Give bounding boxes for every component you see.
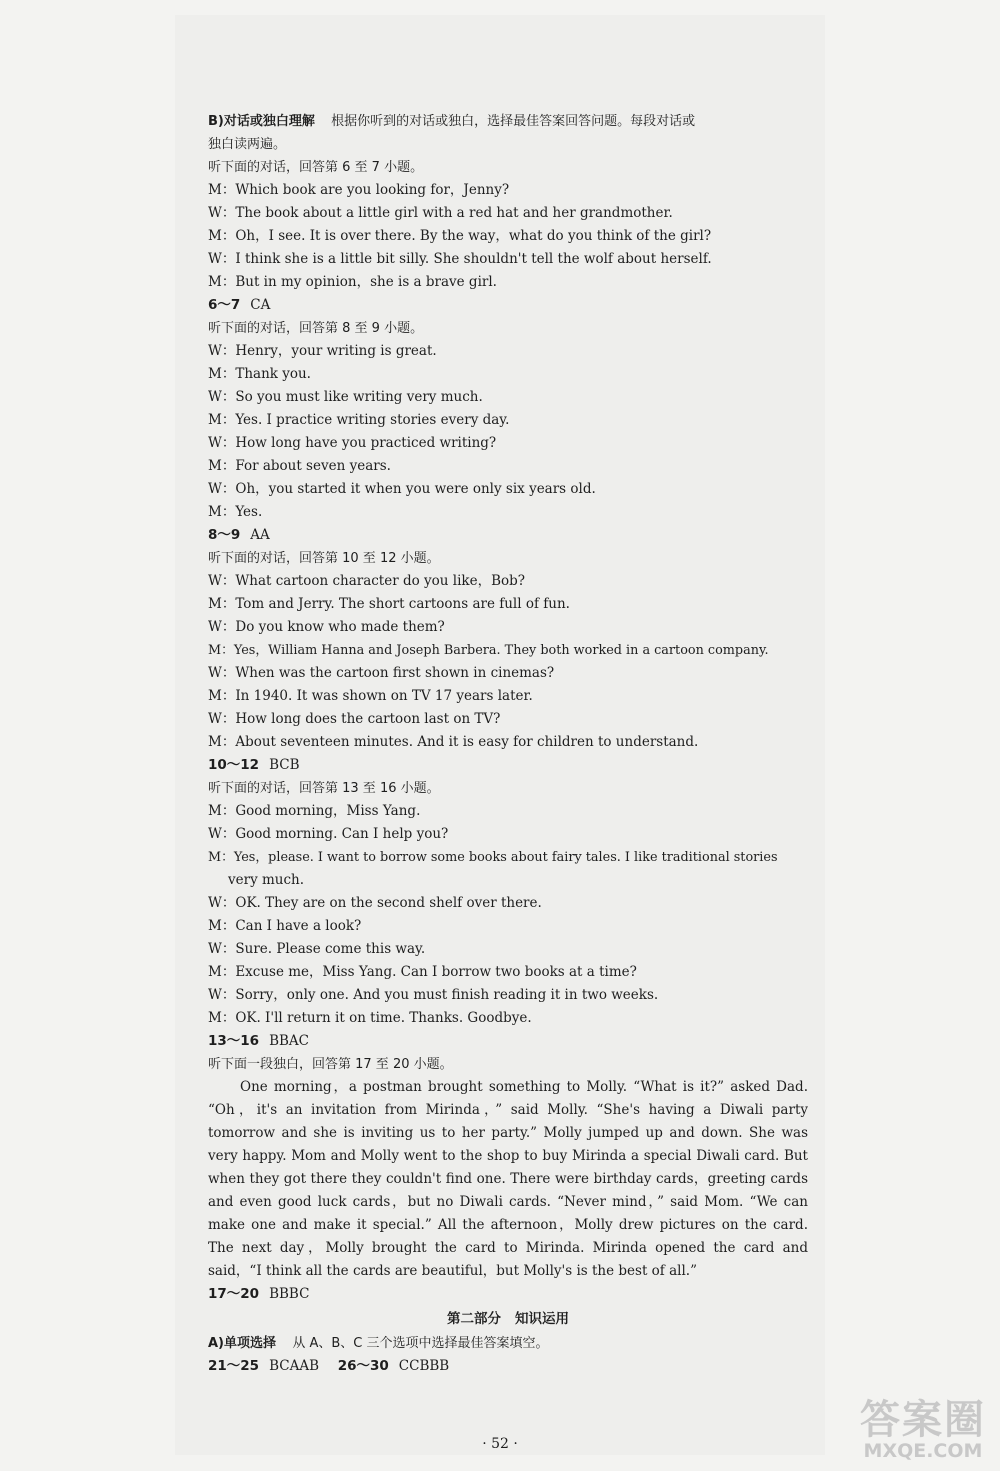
answer-value: BCAAB xyxy=(269,1358,319,1374)
dialogue-line: M：Oh，I see. It is over there. By the way，what do you think of the girl? xyxy=(208,228,712,244)
watermark-url: MXQE.COM xyxy=(863,1440,983,1462)
dialogue-line: M：Good morning，Miss Yang. xyxy=(208,803,421,819)
dialogue-line: W：OK. They are on the second shelf over there. xyxy=(208,895,542,911)
dialogue-3-answer xyxy=(208,754,808,777)
answer-value: BCB xyxy=(269,757,300,773)
dialogue-line: W：What cartoon character do you like，Bob? xyxy=(208,573,525,589)
dialogue-4-prompt: 听下面的对话，回答第 13 至 16 小题。 xyxy=(208,781,440,796)
dialogue-line: M：OK. I'll return it on time. Thanks. Goodbye. xyxy=(208,1010,532,1026)
dialogue-line: M：About seventeen minutes. And it is easy for children to understand. xyxy=(208,734,699,750)
dialogue-line: W：Do you know who made them? xyxy=(208,619,445,635)
answer-range: 13～16 xyxy=(208,1033,260,1049)
dialogue-line: M：In 1940. It was shown on TV 17 years later. xyxy=(208,688,533,704)
page-content xyxy=(208,110,808,1378)
section-a-instruction: 从 A、B、C 三个选项中选择最佳答案填空。 xyxy=(292,1336,549,1351)
dialogue-line: M：Can I have a look? xyxy=(208,918,362,934)
section-a-label: A)单项选择 xyxy=(208,1336,277,1351)
dialogue-line: W：How long have you practiced writing? xyxy=(208,435,497,451)
section-b-instruction-cont: 独白读两遍。 xyxy=(208,137,287,152)
dialogue-1-answer xyxy=(208,294,808,317)
section-b-instruction: 根据你听到的对话或独白，选择最佳答案回答问题。每段对话或 xyxy=(331,114,696,129)
dialogue-3-prompt: 听下面的对话，回答第 10 至 12 小题。 xyxy=(208,551,440,566)
dialogue-line: M：Yes，please. I want to borrow some books about fairy tales. I like traditional stories xyxy=(208,850,778,865)
dialogue-2-prompt: 听下面的对话，回答第 8 至 9 小题。 xyxy=(208,321,424,336)
answer-range: 21～25 xyxy=(208,1358,260,1374)
section-a-heading xyxy=(208,1332,808,1355)
dialogue-line: W：Sure. Please come this way. xyxy=(208,941,426,957)
dialogue-line: M：Thank you. xyxy=(208,366,311,382)
dialogue-line: W：When was the cartoon first shown in cinemas? xyxy=(208,665,555,681)
part-2-answers xyxy=(208,1355,808,1378)
dialogue-1-lines xyxy=(208,179,808,294)
watermark-logo-text: 答案圈 xyxy=(860,1397,986,1443)
dialogue-line: M：But in my opinion，she is a brave girl. xyxy=(208,274,497,290)
dialogue-line: M：Yes. I practice writing stories every day. xyxy=(208,412,510,428)
answer-value: CA xyxy=(250,297,271,313)
dialogue-line: M：Which book are you looking for，Jenny? xyxy=(208,182,510,198)
answer-range: 17～20 xyxy=(208,1286,260,1302)
dialogue-4-answer xyxy=(208,1030,808,1053)
dialogue-line: M：Tom and Jerry. The short cartoons are full of fun. xyxy=(208,596,570,612)
part-2-title-number: 第二部分 xyxy=(447,1311,501,1327)
dialogue-line: W：How long does the cartoon last on TV? xyxy=(208,711,501,727)
answer-range: 6～7 xyxy=(208,297,241,313)
dialogue-line: M：Excuse me，Miss Yang. Can I borrow two books at a time? xyxy=(208,964,637,980)
answer-value: CCBBB xyxy=(398,1358,450,1374)
dialogue-line: W：So you must like writing very much. xyxy=(208,389,483,405)
answer-value: BBBC xyxy=(269,1286,310,1302)
dialogue-3-lines xyxy=(208,570,808,754)
dialogue-line-continuation: very much. xyxy=(228,872,305,888)
part-2-title xyxy=(208,1306,808,1332)
dialogue-2-answer xyxy=(208,524,808,547)
dialogue-line: M：Yes. xyxy=(208,504,263,520)
answer-value: AA xyxy=(250,527,270,543)
dialogue-line: W：Oh，you started it when you were only six years old. xyxy=(208,481,596,497)
answer-range: 26～30 xyxy=(337,1358,389,1374)
monologue-prompt: 听下面一段独白，回答第 17 至 20 小题。 xyxy=(208,1057,453,1072)
dialogue-line: W：The book about a little girl with a red hat and her grandmother. xyxy=(208,205,673,221)
answer-range: 10～12 xyxy=(208,757,260,773)
dialogue-line: M：For about seven years. xyxy=(208,458,391,474)
answer-range: 8～9 xyxy=(208,527,241,543)
monologue-text: One morning，a postman brought something to Molly. “What is it?” asked Dad. “Oh，it's an invitation from Mirinda，” said Molly. “She's having a Diwali party tomorrow and she is inviting us to her party.” Molly jumped up and down. She was very happy. Mom and Molly went to the shop to buy Mirinda a special Diwali card. But when they got there they couldn't find one. There were birthday cards，greeting cards and even good luck cards，but no Diwali cards. “Never mind，” said Mom. “We can make one and make it special.” All the afternoon，Molly drew pictures on the card. The next day，Molly brought the card to Mirinda. Mirinda opened the card and said，“I think all the cards are beautiful，but Molly's is the best of all.” xyxy=(208,1079,808,1279)
dialogue-1-prompt: 听下面的对话，回答第 6 至 7 小题。 xyxy=(208,160,424,175)
watermark-logo xyxy=(860,1397,986,1462)
dialogue-2-lines xyxy=(208,340,808,524)
dialogue-line: W：Henry，your writing is great. xyxy=(208,343,437,359)
section-b-label: B)对话或独白理解 xyxy=(208,114,315,129)
dialogue-line: W：Sorry，only one. And you must finish reading it in two weeks. xyxy=(208,987,659,1003)
monologue-answer xyxy=(208,1283,808,1306)
section-b-heading xyxy=(208,110,808,133)
answer-value: BBAC xyxy=(269,1033,309,1049)
part-2-title-name: 知识运用 xyxy=(515,1311,569,1327)
dialogue-4-lines xyxy=(208,800,808,1030)
dialogue-line: W：I think she is a little bit silly. She shouldn't tell the wolf about herself. xyxy=(208,251,712,267)
dialogue-line: M：Yes，William Hanna and Joseph Barbera. They both worked in a cartoon company. xyxy=(208,643,769,658)
dialogue-line: W：Good morning. Can I help you? xyxy=(208,826,449,842)
page-number: · 52 · xyxy=(482,1436,518,1452)
